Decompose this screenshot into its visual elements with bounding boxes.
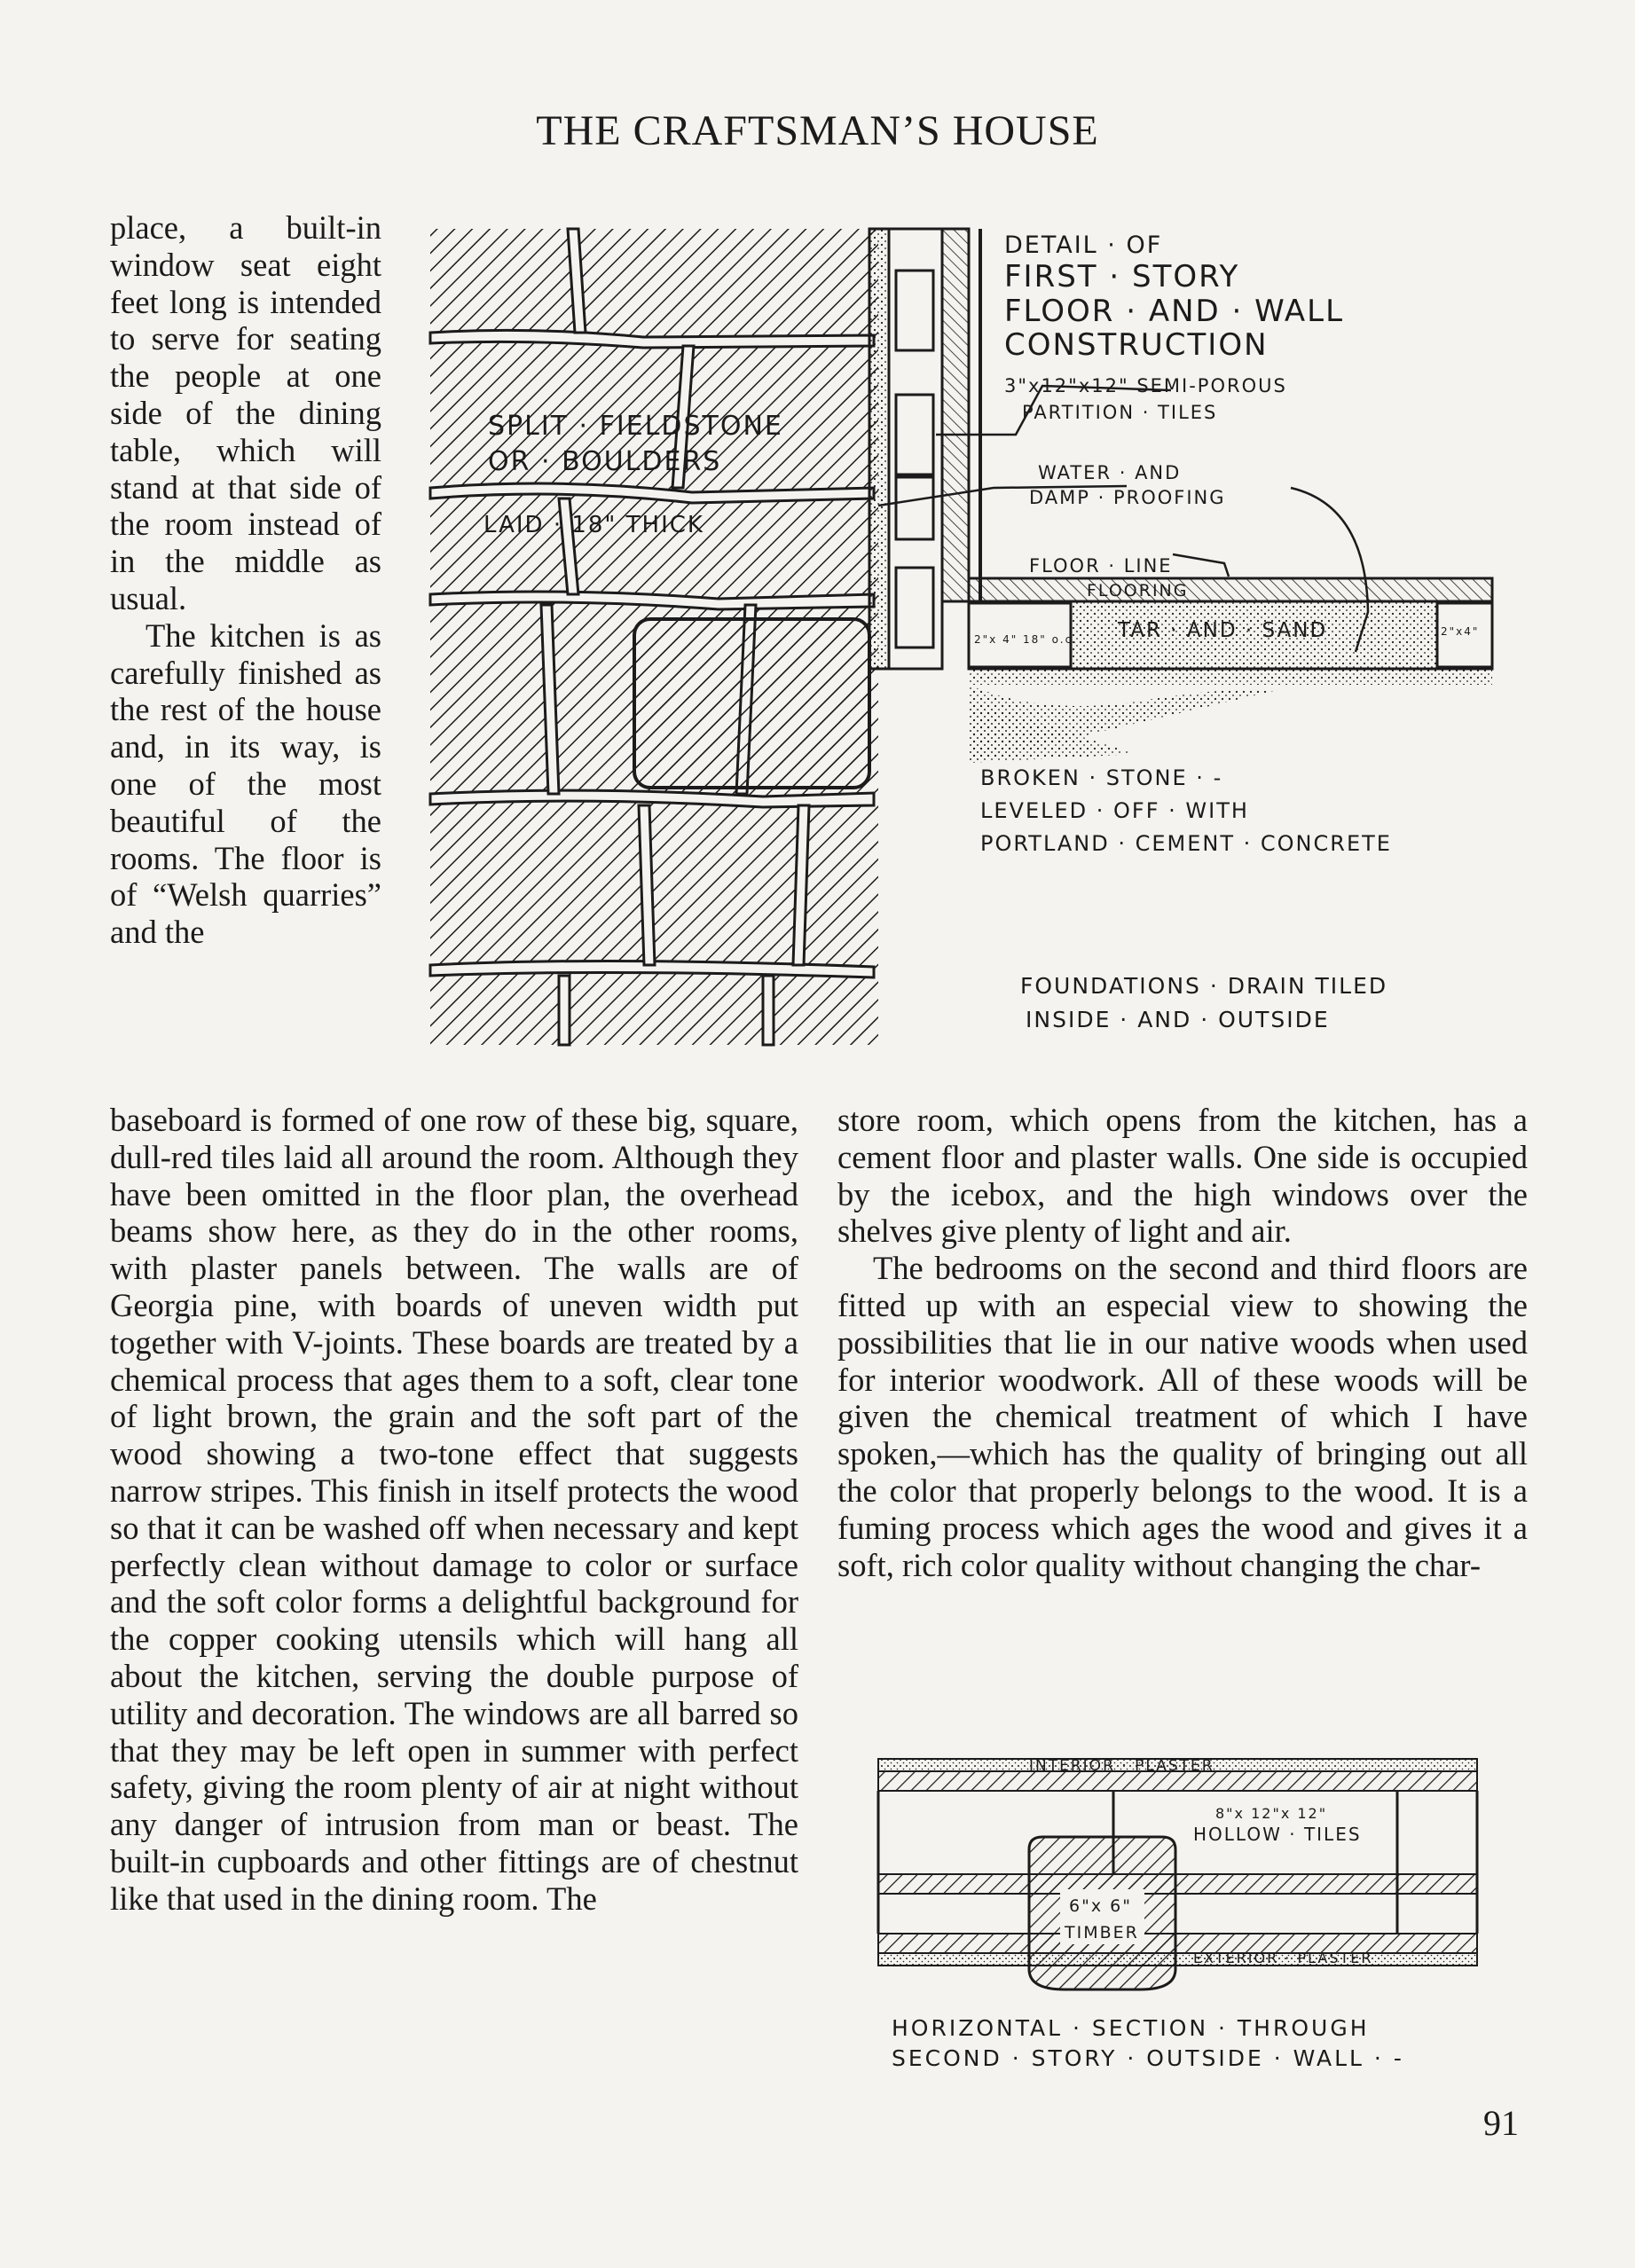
interior-plaster-label: INTERIOR · PLASTER xyxy=(1029,1757,1214,1775)
wall-section-caption-line-2: SECOND · STORY · OUTSIDE · WALL · - xyxy=(892,2045,1404,2071)
paragraph-seat: place, a built-in window seat eight feet long is intended to serve for seating the people at one side of the dining table, which will stand at that side of the room instead of in the middle as usual. xyxy=(110,209,381,616)
drain-label-2: INSIDE · AND · OUTSIDE xyxy=(1026,1007,1330,1032)
paragraph-kitchen-start: The kitchen is as carefully finished as the rest of the house and, in its way, is one of the most beautiful of the rooms. The floor is of “Welsh quarries” and the xyxy=(110,616,381,951)
flooring xyxy=(969,578,1492,601)
tile-webs xyxy=(878,1791,1477,1934)
tiles-label-1: 3"x12"x12" SEMI-POROUS xyxy=(1004,375,1287,396)
stone-label-2: OR · BOULDERS xyxy=(488,446,722,477)
broken-stone-label-2: LEVELED · OFF · WITH xyxy=(980,798,1249,823)
paragraph-kitchen-continued: baseboard is formed of one row of these big, square, dull-red tiles laid all around the room. Although they have been omitted in the floor plan, the overhead beams show here, as they do in the other rooms, with plaster panels between. The walls are of Georgia pine, with boards of uneven width put together with V-joints. These boards are treated by a chemical process that ages them to a soft, clear tone of light brown, the grain and the soft part of the wood showing a two-tone effect that suggests narrow stripes. This finish in itself protects the wood so that it can be washed off when necessary and kept perfectly clean without damage to color or surface and the soft color forms a delightful background for the copper cooking utensils which will hang all about the kitchen, serving the double purpose of utility and decoration. The windows are all barred so that they may be left open in summer with perfect safety, giving the room plenty of air at night without any danger of intrusion from man or beast. The built-in cupboards and other fittings are of chestnut like that used in the dining room. The xyxy=(110,1102,798,1917)
flooring-label: FLOORING xyxy=(1087,581,1189,600)
exterior-plaster-band xyxy=(878,1953,1477,1966)
broken-stone-label-1: BROKEN · STONE · - xyxy=(980,765,1223,790)
hollow-tiles-dims: 8"x 12"x 12" xyxy=(1215,1805,1328,1822)
stone-label-3: LAID · 18" THICK xyxy=(483,512,704,538)
wall-section-caption xyxy=(892,2013,1404,2074)
concrete-layer xyxy=(969,669,1492,685)
joist-right-label: 2"x4" xyxy=(1441,625,1480,638)
wall-section-drawing xyxy=(874,1752,1495,2000)
figure-title-line-3: FLOOR · AND · WALL xyxy=(1004,294,1345,329)
joist-left-label: 2"x 4" 18" o.c. xyxy=(974,633,1078,646)
exterior-lath-band xyxy=(878,1934,1477,1953)
wall-section-figure xyxy=(874,1752,1495,2000)
floor-line-label: FLOOR · LINE xyxy=(1029,555,1173,577)
left-column-bottom-text xyxy=(110,1102,798,1918)
exterior-plaster-label: EXTERIOR · PLASTER xyxy=(1193,1950,1373,1966)
foundation-detail-figure xyxy=(426,222,1526,1056)
drain-label-1: FOUNDATIONS · DRAIN TILED xyxy=(1020,973,1388,999)
wall-section-caption-line-1: HORIZONTAL · SECTION · THROUGH xyxy=(892,2015,1370,2041)
interior-plaster xyxy=(942,229,969,601)
left-column-top-text xyxy=(110,209,381,951)
tar-sand-label: TAR · AND · SAND xyxy=(1118,619,1328,642)
right-column-text xyxy=(837,1102,1528,1583)
foundation-detail-drawing xyxy=(426,222,1526,1056)
stone-label-1: SPLIT · FIELDSTONE xyxy=(488,411,783,442)
page-number: 91 xyxy=(1483,2103,1519,2143)
partition-tiles xyxy=(896,271,933,647)
paragraph-bedrooms: The bedrooms on the second and third floors are fitted up with an especial view to showing the possibilities that lie in our native woods when used for interior woodwork. All of these woods will be given the chemical treatment of which I have spoken,—which has the quality of bringing out all the color that properly belongs to the wood. It is a fuming process which ages the wood and gives it a soft, rich color quality without changing the char- xyxy=(837,1250,1528,1583)
broken-stone-label-3: PORTLAND · CEMENT · CONCRETE xyxy=(980,831,1392,856)
tiles-label-2: PARTITION · TILES xyxy=(1022,402,1218,423)
timber-dims: 6"x 6" xyxy=(1069,1896,1132,1916)
paragraph-store-room: store room, which opens from the kitchen, has a cement floor and plaster walls. One side is occupied by the icebox, and the high windows over the shelves give plenty of light and air. xyxy=(837,1102,1528,1250)
damp-label-1: WATER · AND xyxy=(1038,462,1182,483)
stone-block xyxy=(634,619,869,788)
figure-title-line-4: CONSTRUCTION xyxy=(1004,327,1269,363)
middle-band xyxy=(878,1874,1477,1894)
damp-proofing-layer xyxy=(869,229,889,669)
page-title: THE CRAFTSMAN’S HOUSE xyxy=(536,107,1099,154)
hollow-tiles-label: HOLLOW · TILES xyxy=(1193,1824,1362,1845)
figure-title-line-2: FIRST · STORY xyxy=(1004,259,1240,294)
figure-title-line-1: DETAIL · OF xyxy=(1004,232,1163,259)
damp-label-2: DAMP · PROOFING xyxy=(1029,487,1226,508)
timber-label: TIMBER xyxy=(1065,1923,1139,1942)
